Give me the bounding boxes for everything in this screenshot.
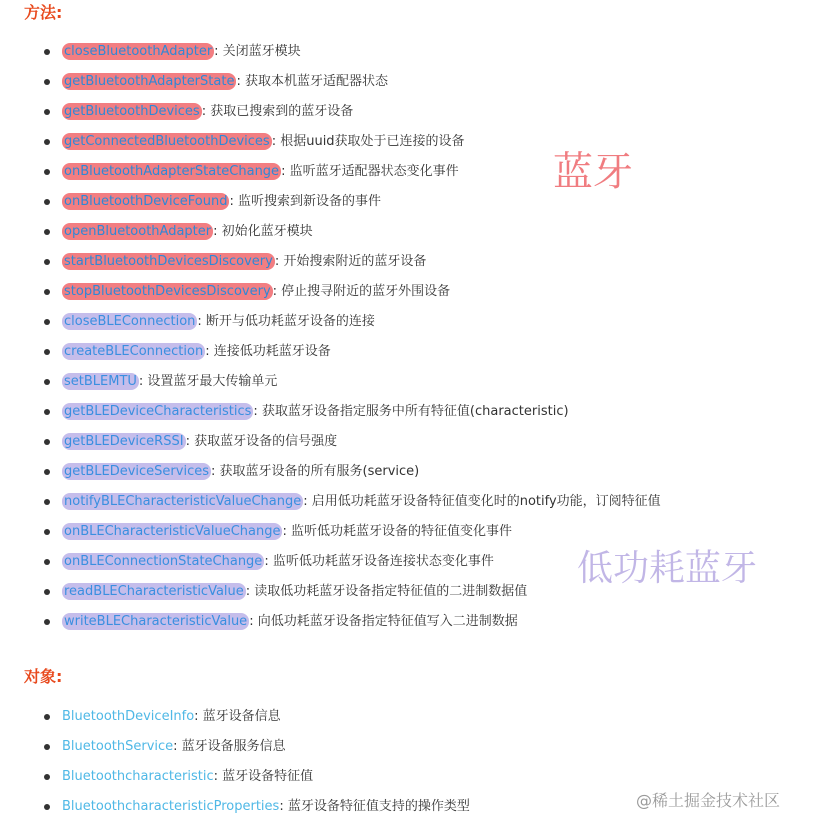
api-description: : 获取蓝牙设备的信号强度 <box>185 434 338 449</box>
list-item <box>0 277 661 307</box>
api-description: : 开始搜索附近的蓝牙设备 <box>274 254 427 269</box>
bullet-icon <box>44 439 50 445</box>
bullet-icon <box>44 79 50 85</box>
api-link[interactable]: createBLEConnection <box>64 344 204 359</box>
api-link[interactable]: openBluetoothAdapter <box>64 224 212 239</box>
api-link[interactable]: Bluetoothcharacteristic <box>62 769 214 784</box>
api-description: : 蓝牙设备特征值支持的操作类型 <box>279 799 470 814</box>
bullet-icon <box>44 804 50 810</box>
bullet-icon <box>44 529 50 535</box>
bullet-icon <box>44 499 50 505</box>
api-link[interactable]: onBLEConnectionStateChange <box>64 554 263 569</box>
methods-heading: 方法: <box>24 3 63 22</box>
api-link[interactable]: getConnectedBluetoothDevices <box>64 134 270 149</box>
bullet-icon <box>44 744 50 750</box>
api-link[interactable]: closeBLEConnection <box>64 314 196 329</box>
api-link[interactable]: writeBLECharacteristicValue <box>64 614 248 629</box>
api-description: : 蓝牙设备信息 <box>194 709 281 724</box>
list-item <box>0 457 661 487</box>
list-item <box>0 607 661 637</box>
bullet-icon <box>44 139 50 145</box>
bullet-icon <box>44 259 50 265</box>
bullet-icon <box>44 589 50 595</box>
api-link[interactable]: startBluetoothDevicesDiscovery <box>64 254 273 269</box>
api-link[interactable]: BluetoothcharacteristicProperties <box>62 799 280 814</box>
api-description: : 连接低功耗蓝牙设备 <box>205 344 331 359</box>
bullet-icon <box>44 379 50 385</box>
bullet-icon <box>44 559 50 565</box>
api-link[interactable]: getBluetoothDevices <box>64 104 200 119</box>
api-description: : 获取蓝牙设备的所有服务(service) <box>211 464 420 479</box>
list-item <box>0 702 470 732</box>
api-description: : 监听蓝牙适配器状态变化事件 <box>281 164 459 179</box>
api-description: : 关闭蓝牙模块 <box>214 44 301 59</box>
api-link[interactable]: stopBluetoothDevicesDiscovery <box>64 284 271 299</box>
bullet-icon <box>44 714 50 720</box>
api-description: : 停止搜寻附近的蓝牙外围设备 <box>272 284 451 299</box>
objects-list <box>0 702 470 822</box>
api-link[interactable]: closeBluetoothAdapter <box>64 44 213 59</box>
list-item <box>0 247 661 277</box>
ble-annotation: 低功耗蓝牙 <box>577 548 758 589</box>
bluetooth-annotation: 蓝牙 <box>553 149 633 195</box>
bullet-icon <box>44 619 50 625</box>
api-link[interactable]: getBLEDeviceRSSI <box>64 434 184 449</box>
api-description: : 向低功耗蓝牙设备指定特征值写入二进制数据 <box>249 614 518 629</box>
bullet-icon <box>44 289 50 295</box>
list-item <box>0 577 661 607</box>
list-item <box>0 337 661 367</box>
list-item <box>0 792 470 822</box>
api-link[interactable]: getBLEDeviceServices <box>64 464 209 479</box>
api-description: : 启用低功耗蓝牙设备特征值变化时的notify功能，订阅特征值 <box>303 494 661 509</box>
list-item <box>0 37 661 67</box>
list-item <box>0 307 661 337</box>
api-link[interactable]: setBLEMTU <box>64 374 137 389</box>
api-link[interactable]: readBLECharacteristicValue <box>64 584 244 599</box>
methods-list <box>0 37 661 637</box>
api-description: : 监听低功耗蓝牙设备的特征值变化事件 <box>282 524 512 539</box>
list-item <box>0 367 661 397</box>
bullet-icon <box>44 319 50 325</box>
api-link[interactable]: BluetoothDeviceInfo <box>62 709 195 724</box>
bullet-icon <box>44 199 50 205</box>
objects-heading: 对象: <box>24 667 63 686</box>
bullet-icon <box>44 49 50 55</box>
bullet-icon <box>44 109 50 115</box>
list-item <box>0 762 470 792</box>
list-item <box>0 517 661 547</box>
list-item <box>0 217 661 247</box>
api-description: : 读取低功耗蓝牙设备指定特征值的二进制数据值 <box>245 584 528 599</box>
bullet-icon <box>44 774 50 780</box>
api-link[interactable]: notifyBLECharacteristicValueChange <box>64 494 302 509</box>
api-description: : 获取本机蓝牙适配器状态 <box>236 74 388 89</box>
list-item <box>0 547 661 577</box>
list-item <box>0 397 661 427</box>
api-description: : 获取已搜索到的蓝牙设备 <box>201 104 354 119</box>
api-description: : 监听低功耗蓝牙设备连接状态变化事件 <box>264 554 494 569</box>
bullet-icon <box>44 409 50 415</box>
api-link[interactable]: onBluetoothDeviceFound <box>64 194 228 209</box>
watermark: @稀土掘金技术社区 <box>636 791 781 810</box>
bullet-icon <box>44 469 50 475</box>
api-description: : 根据uuid获取处于已连接的设备 <box>271 134 465 149</box>
api-link[interactable]: onBluetoothAdapterStateChange <box>64 164 280 179</box>
list-item <box>0 67 661 97</box>
bullet-icon <box>44 169 50 175</box>
list-item <box>0 487 661 517</box>
list-item <box>0 427 661 457</box>
api-link[interactable]: getBluetoothAdapterState <box>64 74 235 89</box>
list-item <box>0 97 661 127</box>
api-link[interactable]: BluetoothService <box>62 739 174 754</box>
list-item <box>0 732 470 762</box>
api-description: : 断开与低功耗蓝牙设备的连接 <box>197 314 375 329</box>
bullet-icon <box>44 229 50 235</box>
api-description: : 设置蓝牙最大传输单元 <box>138 374 278 389</box>
api-link[interactable]: getBLEDeviceCharacteristics <box>64 404 252 419</box>
api-description: : 初始化蓝牙模块 <box>213 224 313 239</box>
api-description: : 监听搜索到新设备的事件 <box>229 194 381 209</box>
api-link[interactable]: onBLECharacteristicValueChange <box>64 524 281 539</box>
bullet-icon <box>44 349 50 355</box>
api-description: : 蓝牙设备服务信息 <box>173 739 286 754</box>
api-description: : 蓝牙设备特征值 <box>213 769 314 784</box>
api-description: : 获取蓝牙设备指定服务中所有特征值(characteristic) <box>253 404 569 419</box>
